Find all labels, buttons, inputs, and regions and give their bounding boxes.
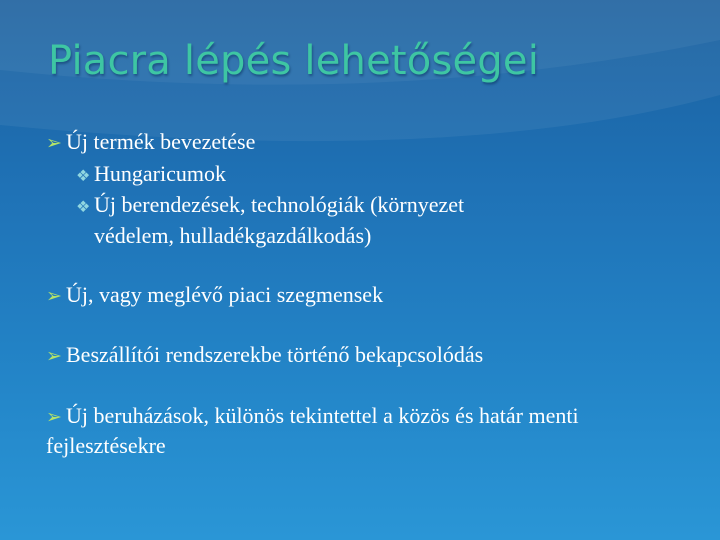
bullet-text: Új, vagy meglévő piaci szegmensek [66,282,384,307]
arrow-bullet-icon: ➢ [46,407,62,428]
sub-bullet-item [46,191,646,250]
slide-title: Piacra lépés lehetőségei [48,38,540,84]
bullet-item [46,402,646,460]
arrow-bullet-icon: ➢ [46,133,62,154]
diamond-bullet-icon: ❖ [76,168,91,185]
sub-bullet-text-line1: Új berendezések, technológiák (környezet [94,192,465,217]
bullet-text: Új beruházások, különös tekintettel a közös és határ menti fejlesztésekre [46,403,579,458]
bullet-item [46,128,465,248]
sub-bullet-item [46,160,646,191]
sub-bullet-text-line2: védelem, hulladékgazdálkodás) [94,223,372,248]
bullet-item [46,281,383,311]
diamond-bullet-icon: ❖ [76,199,91,216]
bullet-text: Új termék bevezetése [66,129,256,154]
arrow-bullet-icon: ➢ [46,346,62,367]
bullet-text: Beszállítói rendszerekbe történő bekapcsolódás [66,342,484,367]
bullet-item [46,341,483,371]
arrow-bullet-icon: ➢ [46,286,62,307]
sub-bullet-text: Hungaricumok [94,161,226,186]
